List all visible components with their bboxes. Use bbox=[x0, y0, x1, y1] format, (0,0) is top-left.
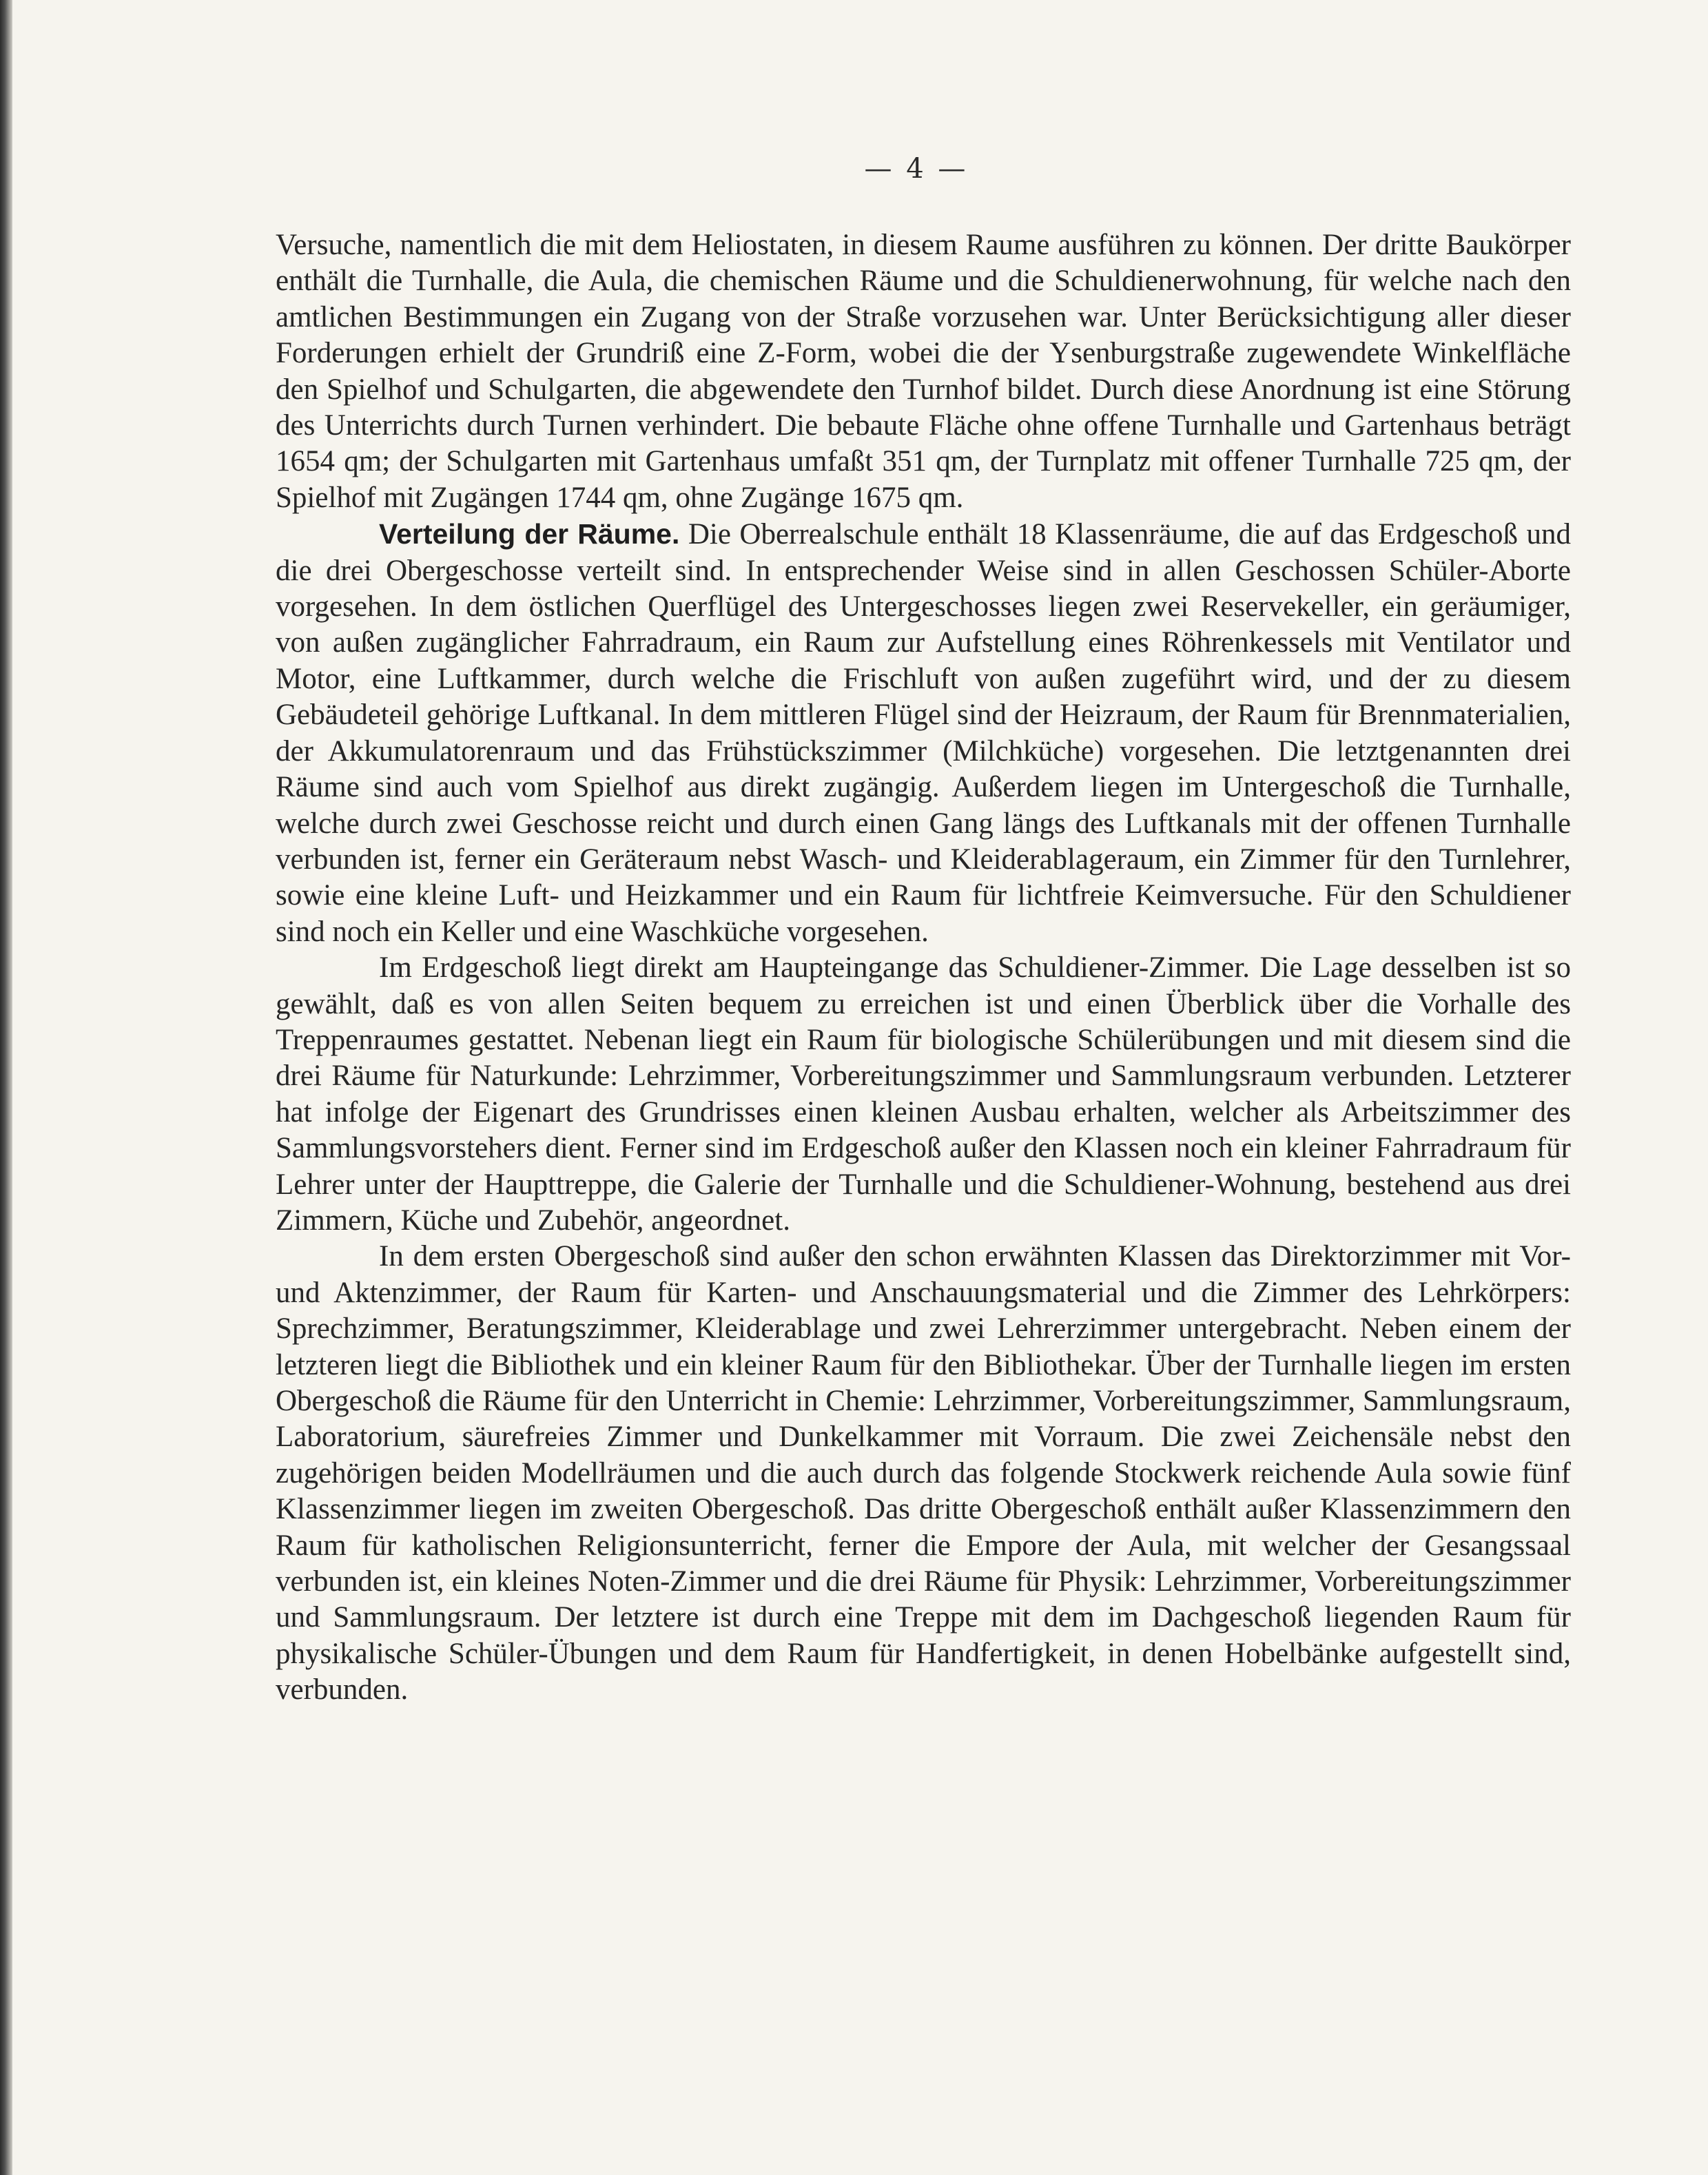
paragraph-4: In dem ersten Obergeschoß sind außer den schon erwähnten Klassen das Direktorzimmer mit Vor- und Aktenzimmer, der Raum für Karten- und Anschauungsmaterial und die Zimmer des Lehrkörpers: Sprechzimmer, Beratungszimmer, Kleiderablage und zwei Lehrerzimmer untergebracht. Neben einem der letzteren liegt die Bibliothek und ein kleiner Raum für den Bibliothekar. Über der Turnhalle liegen im ersten Obergeschoß die Räume für den Unterricht in Chemie: Lehrzimmer, Vorbereitungszimmer, Sammlungsraum, Laboratorium, säurefreies Zimmer und Dunkelkammer mit Vorraum. Die zwei Zeichensäle nebst den zugehörigen beiden Modellräumen und die auch durch das folgende Stockwerk reichende Aula sowie fünf Klassenzimmer liegen im zweiten Obergeschoß. Das dritte Obergeschoß enthält außer Klassenzimmern den Raum für katholischen Religionsunterricht, ferner die Empore der Aula, mit welcher der Gesangssaal verbunden ist, ein kleines Noten-Zimmer und die drei Räume für Physik: Lehrzimmer, Vorbereitungszimmer und Sammlungsraum. Der letztere ist durch eine Treppe mit dem im Dachgeschoß liegenden Raum für physikalische Schüler-Übungen und dem Raum für Handfertigkeit, in denen Hobelbänke aufgestellt sind, verbunden. bbox=[276, 1240, 1571, 1707]
paragraph-2 bbox=[276, 516, 1571, 950]
paragraph-2-text: Die Oberrealschule enthält 18 Klassenräume, die auf das Erdgeschoß und die drei Obergeschosse verteilt sind. In entsprechender Weise sind in allen Geschossen Schüler-Aborte vorgesehen. In dem östlichen Querflügel des Untergeschosses liegen zwei Reservekeller, ein geräumiger, von außen zugänglicher Fahrradraum, ein Raum zur Aufstellung eines Röhrenkessels mit Ventilator und Motor, eine Luftkammer, durch welche die Frischluft von außen zugeführt wird, und der zu diesem Gebäudeteil gehörige Luftkanal. In dem mittleren Flügel sind der Heizraum, der Raum für Brennmaterialien, der Akkumulatorenraum und das Frühstückszimmer (Milchküche) vorgesehen. Die letztgenannten drei Räume sind auch vom Spielhof aus direkt zugängig. Außerdem liegen im Untergeschoß die Turnhalle, welche durch zwei Geschosse reicht und durch einen Gang längs des Luftkanals mit der offenen Turnhalle verbunden ist, ferner ein Geräteraum nebst Wasch- und Kleiderablageraum, ein Zimmer für den Turnlehrer, sowie eine kleine Luft- und Heizkammer und ein Raum für lichtfreie Keimversuche. Für den Schuldiener sind noch ein Keller und eine Waschküche vorgesehen. bbox=[276, 518, 1572, 948]
section-heading: Verteilung der Räume. bbox=[379, 518, 680, 550]
body-text bbox=[276, 227, 1571, 1709]
paragraph-3: Im Erdgeschoß liegt direkt am Haupteingange das Schuldiener-Zimmer. Die Lage desselben ist so gewählt, daß es von allen Seiten bequem zu erreichen ist und einen Überblick über die Vorhalle des Treppenraumes gestattet. Nebenan liegt ein Raum für biologische Schülerübungen und mit diesem sind die drei Räume für Naturkunde: Lehrzimmer, Vorbereitungszimmer und Sammlungsraum verbunden. Letzterer hat infolge der Eigenart des Grundrisses einen kleinen Ausbau erhalten, welcher als Arbeitszimmer des Sammlungsvorstehers dient. Ferner sind im Erdgeschoß außer den Klassen noch ein kleiner Fahrradraum für Lehrer unter der Haupttreppe, die Galerie der Turnhalle und die Schuldiener-Wohnung, bestehend aus drei Zimmern, Küche und Zubehör, angeordnet. bbox=[276, 951, 1571, 1237]
page-number: — 4 — bbox=[864, 153, 969, 185]
paragraph-1: Versuche, namentlich die mit dem Heliostaten, in diesem Raume ausführen zu können. Der dritte Baukörper enthält die Turnhalle, die Aula, die chemischen Räume und die Schuldienerwohnung, für welche nach den amtlichen Bestimmungen ein Zugang von der Straße vorzusehen war. Unter Berücksichtigung aller dieser Forderungen erhielt der Grundriß eine Z-Form, wobei die der Ysenburgstraße zugewendete Winkelfläche den Spielhof und Schulgarten, die abgewendete den Turnhof bildet. Durch diese Anordnung ist eine Störung des Unterrichts durch Turnen verhindert. Die bebaute Fläche ohne offene Turnhalle und Gartenhaus beträgt 1654 qm; der Schulgarten mit Gartenhaus umfaßt 351 qm, der Turnplatz mit offener Turnhalle 725 qm, der Spielhof mit Zugängen 1744 qm, ohne Zugänge 1675 qm. bbox=[276, 229, 1571, 514]
binding-edge bbox=[0, 0, 12, 2175]
